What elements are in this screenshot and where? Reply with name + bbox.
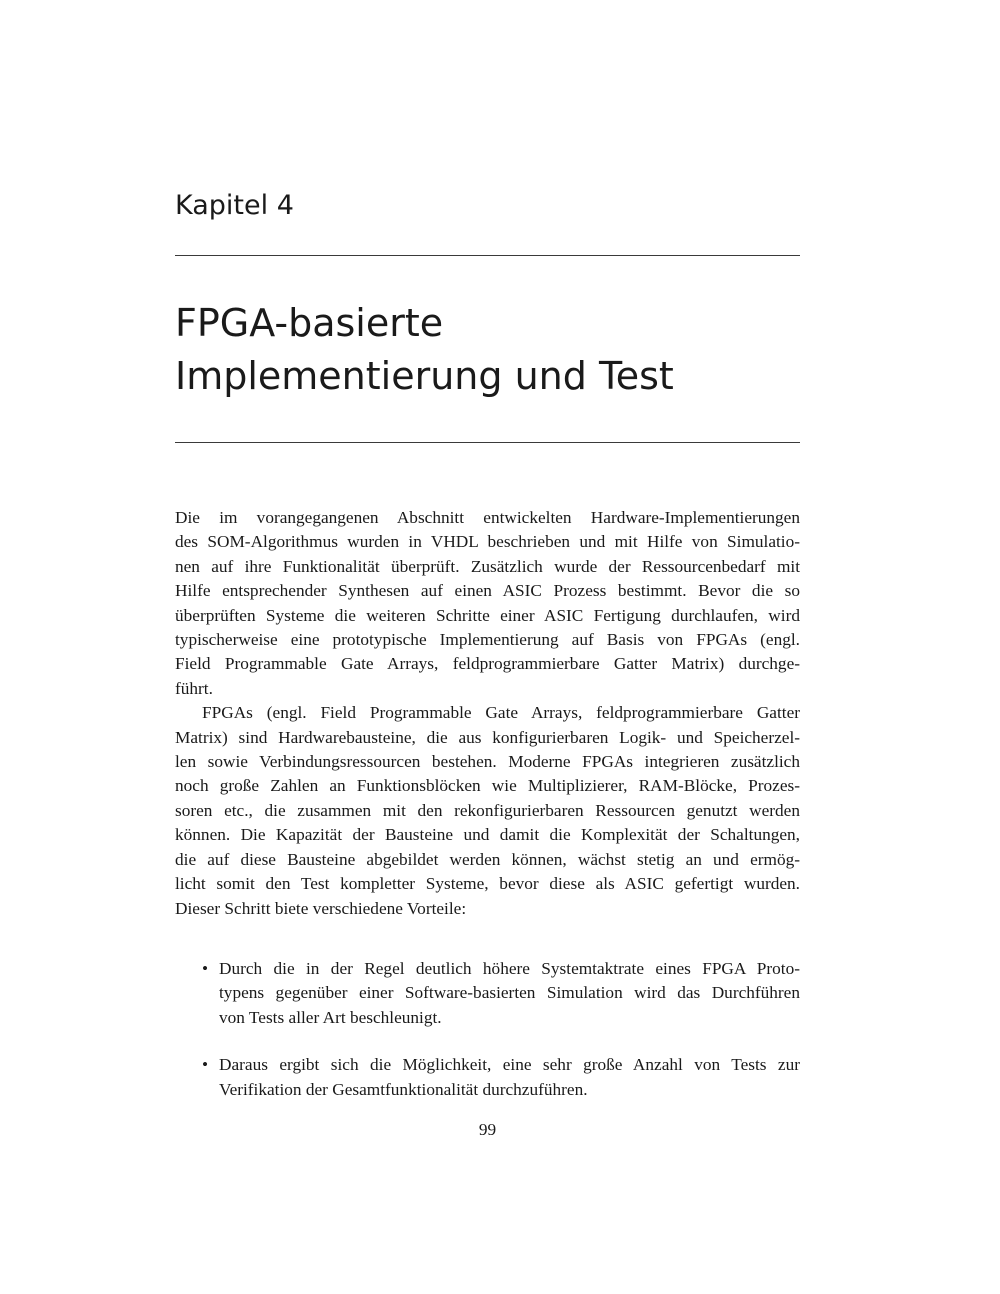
text-line: typischerweise eine prototypische Implementierung auf Basis von FPGAs (engl.	[175, 630, 800, 650]
chapter-title-line: FPGA-basierte	[175, 301, 444, 345]
list-item	[175, 1053, 800, 1102]
list-item	[175, 957, 800, 1030]
text-line: noch große Zahlen an Funktionsblöcken wie Multiplizierer, RAM-Blöcke, Prozes-	[175, 776, 800, 796]
text-line: licht somit den Test kompletter Systeme, bevor diese als ASIC gefertigt wurden.	[175, 874, 800, 894]
text-line: Hilfe entsprechender Synthesen auf einen ASIC Prozess bestimmt. Bevor die so	[175, 581, 800, 601]
text-line: des SOM-Algorithmus wurden in VHDL beschrieben und mit Hilfe von Simulatio-	[175, 532, 800, 552]
text-line: Durch die in der Regel deutlich höhere Systemtaktrate eines FPGA Proto-	[219, 958, 800, 978]
top-rule	[175, 255, 800, 256]
text-line: Verifikation der Gesamtfunktionalität durchzuführen.	[219, 1079, 588, 1099]
text-line: Die im vorangegangenen Abschnitt entwickelten Hardware-Implementierungen	[175, 508, 800, 527]
paragraph-fpga	[175, 701, 800, 921]
bullet-icon: •	[202, 1055, 209, 1075]
text-line: überprüften Systeme die weiteren Schritte einer ASIC Fertigung durchlaufen, wird	[175, 605, 800, 625]
text-line: len sowie Verbindungsressourcen bestehen. Moderne FPGAs integrieren zusätzlich	[175, 752, 800, 772]
text-line: typens gegenüber einer Software-basierten Simulation wird das Durchführen	[219, 983, 800, 1003]
chapter-label: Kapitel 4	[175, 190, 294, 221]
advantages-list	[175, 957, 800, 1102]
chapter-title	[175, 297, 674, 403]
chapter-title-line: Implementierung und Test	[175, 354, 674, 398]
text-line: soren etc., die zusammen mit den rekonfigurierbaren Ressourcen genutzt werden	[175, 800, 800, 820]
text-line: die auf diese Bausteine abgebildet werden können, wächst stetig an und ermög-	[175, 849, 800, 869]
text-line: Dieser Schritt biete verschiedene Vorteile:	[175, 898, 467, 918]
text-line: führt.	[175, 678, 213, 698]
text-line: Daraus ergibt sich die Möglichkeit, eine sehr große Anzahl von Tests zur	[219, 1055, 800, 1075]
paragraph-intro	[175, 506, 800, 701]
body-text	[175, 506, 800, 1102]
text-line: von Tests aller Art beschleunigt.	[219, 1007, 442, 1027]
text-line: Field Programmable Gate Arrays, feldprogrammierbare Gatter Matrix) durchge-	[175, 654, 800, 674]
bottom-rule	[175, 442, 800, 443]
text-line: FPGAs (engl. Field Programmable Gate Arrays, feldprogrammierbare Gatter	[202, 703, 800, 723]
text-line: nen auf ihre Funktionalität überprüft. Zusätzlich wurde der Ressourcenbedarf mit	[175, 556, 800, 576]
bullet-icon: •	[202, 958, 209, 978]
text-line: Matrix) sind Hardwarebausteine, die aus konfigurierbaren Logik- und Speicherzel-	[175, 727, 800, 747]
text-line: können. Die Kapazität der Bausteine und damit die Komplexität der Schaltungen,	[175, 825, 800, 845]
page-number: 99	[478, 1120, 497, 1139]
